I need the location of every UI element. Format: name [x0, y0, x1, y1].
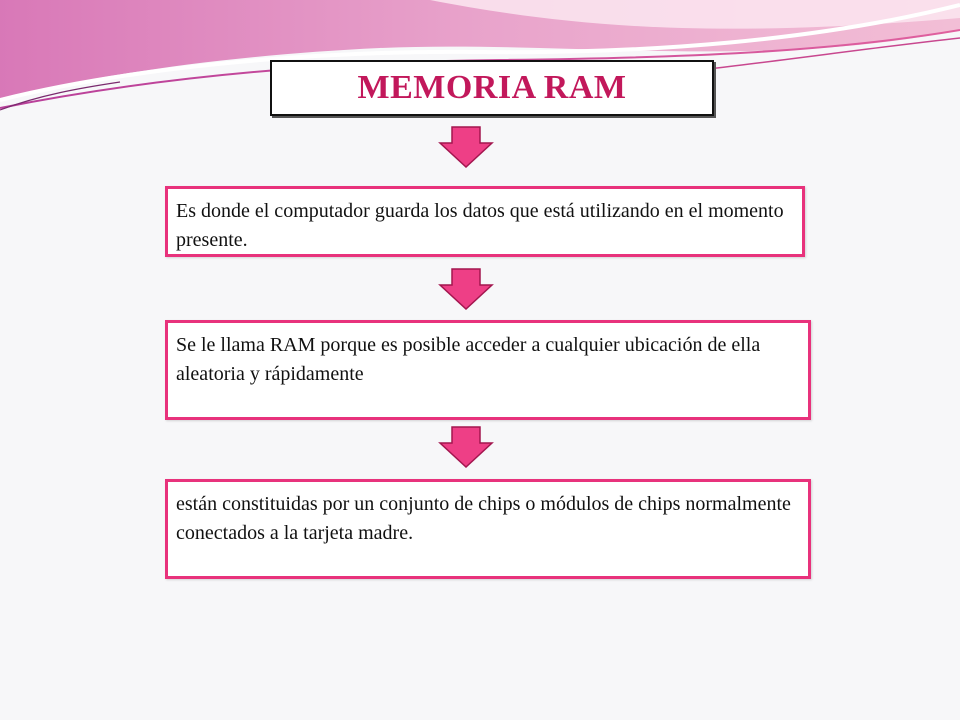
step-box-2 — [165, 320, 811, 420]
arrow-down-icon — [438, 126, 494, 168]
arrow-down-icon — [438, 426, 494, 468]
step-text-2: Se le llama RAM porque es posible acceder a cualquier ubicación de ella aleatoria y rápidamente — [176, 334, 761, 385]
page-title: MEMORIA RAM — [357, 69, 627, 106]
arrow-down-icon — [438, 268, 494, 310]
step-text-1: Es donde el computador guarda los datos que está utilizando en el momento presente. — [176, 200, 784, 251]
title-box — [270, 60, 714, 116]
step-text-3: están constituidas por un conjunto de chips o módulos de chips normalmente conectados a la tarjeta madre. — [176, 493, 791, 544]
step-box-1 — [165, 186, 805, 257]
step-box-3 — [165, 479, 811, 579]
